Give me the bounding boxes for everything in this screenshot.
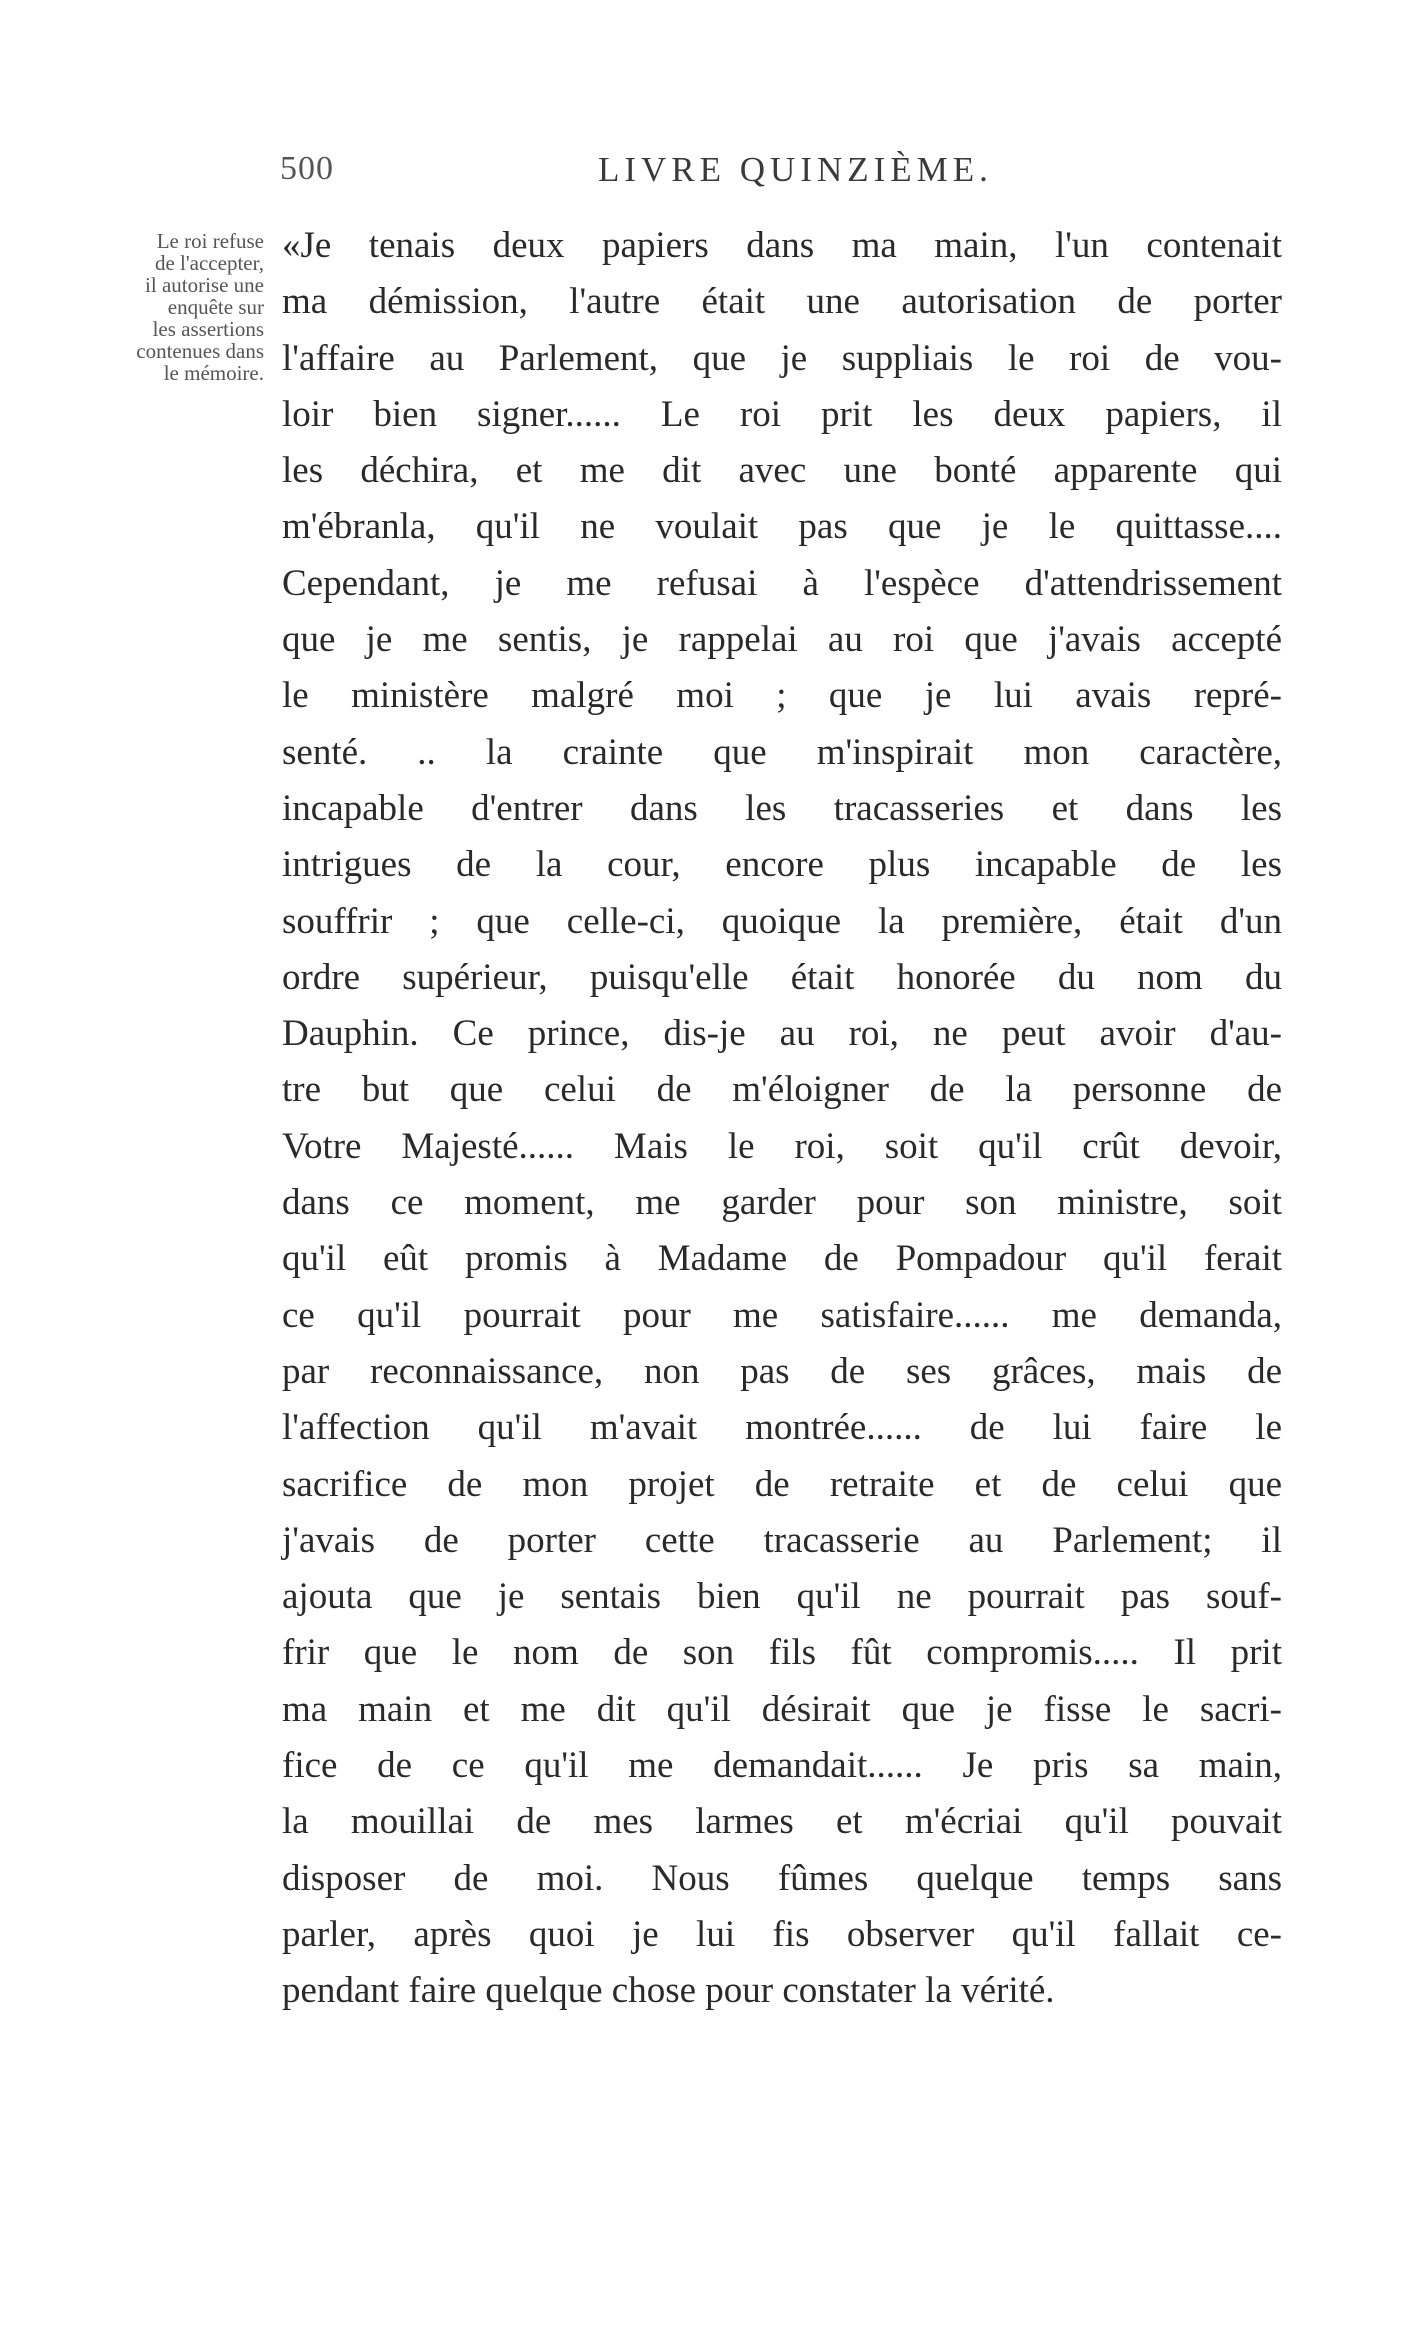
text-line: ajouta que je sentais bien qu'il ne pourrait pas souf- bbox=[282, 1576, 1282, 1618]
text-line: intrigues de la cour, encore plus incapable de les bbox=[282, 844, 1282, 886]
text-line: la mouillai de mes larmes et m'écriai qu'il pouvait bbox=[282, 1801, 1282, 1843]
text-line: l'affection qu'il m'avait montrée...... de lui faire le bbox=[282, 1407, 1282, 1449]
text-line: parler, après quoi je lui fis observer qu'il fallait ce- bbox=[282, 1913, 1282, 1955]
margin-note-line: de l'accepter, bbox=[154, 251, 264, 275]
body-text bbox=[282, 218, 1282, 2020]
text-line: ma démission, l'autre était une autorisation de porter bbox=[282, 281, 1282, 323]
margin-note-line: les assertions bbox=[152, 317, 264, 341]
text-line: m'ébranla, qu'il ne voulait pas que je le quittasse.... bbox=[282, 506, 1282, 548]
text-line: Dauphin. Ce prince, dis-je au roi, ne peut avoir d'au- bbox=[282, 1013, 1282, 1055]
text-line: incapable d'entrer dans les tracasseries et dans les bbox=[282, 787, 1282, 829]
page-number: 500 bbox=[280, 150, 334, 187]
text-line: sacrifice de mon projet de retraite et de celui que bbox=[282, 1463, 1282, 1505]
running-title: LIVRE QUINZIÈME. bbox=[598, 150, 993, 189]
text-line: ma main et me dit qu'il désirait que je fisse le sacri- bbox=[282, 1688, 1282, 1730]
text-line: que je me sentis, je rappelai au roi que j'avais accepté bbox=[282, 619, 1282, 661]
text-line: «Je tenais deux papiers dans ma main, l'un contenait bbox=[282, 225, 1282, 266]
text-line: dans ce moment, me garder pour son ministre, soit bbox=[282, 1182, 1282, 1224]
text-line: fice de ce qu'il me demandait...... Je pris sa main, bbox=[282, 1745, 1282, 1787]
margin-note-line: contenues dans bbox=[136, 339, 264, 363]
margin-note-line: enquête sur bbox=[167, 295, 264, 319]
text-line: disposer de moi. Nous fûmes quelque temps sans bbox=[282, 1857, 1282, 1899]
text-line: l'affaire au Parlement, que je suppliais le roi de vou- bbox=[282, 337, 1282, 379]
text-line: j'avais de porter cette tracasserie au Parlement; il bbox=[282, 1519, 1282, 1561]
running-head bbox=[280, 150, 1310, 200]
text-line: frir que le nom de son fils fût compromis..... Il prit bbox=[282, 1632, 1282, 1674]
text-line: loir bien signer...... Le roi prit les deux papiers, il bbox=[282, 393, 1282, 435]
text-line: tre but que celui de m'éloigner de la personne de bbox=[282, 1069, 1282, 1111]
margin-note-line: le mémoire. bbox=[163, 361, 264, 385]
margin-note-line: il autorise une bbox=[145, 273, 264, 297]
text-line: senté. .. la crainte que m'inspirait mon caractère, bbox=[282, 731, 1282, 773]
text-line: souffrir ; que celle-ci, quoique la première, était d'un bbox=[282, 900, 1282, 942]
text-line: Cependant, je me refusai à l'espèce d'attendrissement bbox=[282, 562, 1282, 604]
text-line: le ministère malgré moi ; que je lui avais repré- bbox=[282, 675, 1282, 717]
text-line: ce qu'il pourrait pour me satisfaire...... me demanda, bbox=[282, 1294, 1282, 1336]
text-line: qu'il eût promis à Madame de Pompadour qu'il ferait bbox=[282, 1238, 1282, 1280]
margin-note bbox=[50, 230, 264, 384]
text-line: pendant faire quelque chose pour constater la vérité. bbox=[282, 1970, 1055, 2012]
margin-note-line: Le roi refuse bbox=[156, 229, 264, 253]
text-line: ordre supérieur, puisqu'elle était honorée du nom du bbox=[282, 956, 1282, 998]
text-line: Votre Majesté...... Mais le roi, soit qu'il crût devoir, bbox=[282, 1125, 1282, 1167]
text-line: par reconnaissance, non pas de ses grâces, mais de bbox=[282, 1350, 1282, 1392]
text-line: les déchira, et me dit avec une bonté apparente qui bbox=[282, 450, 1282, 492]
